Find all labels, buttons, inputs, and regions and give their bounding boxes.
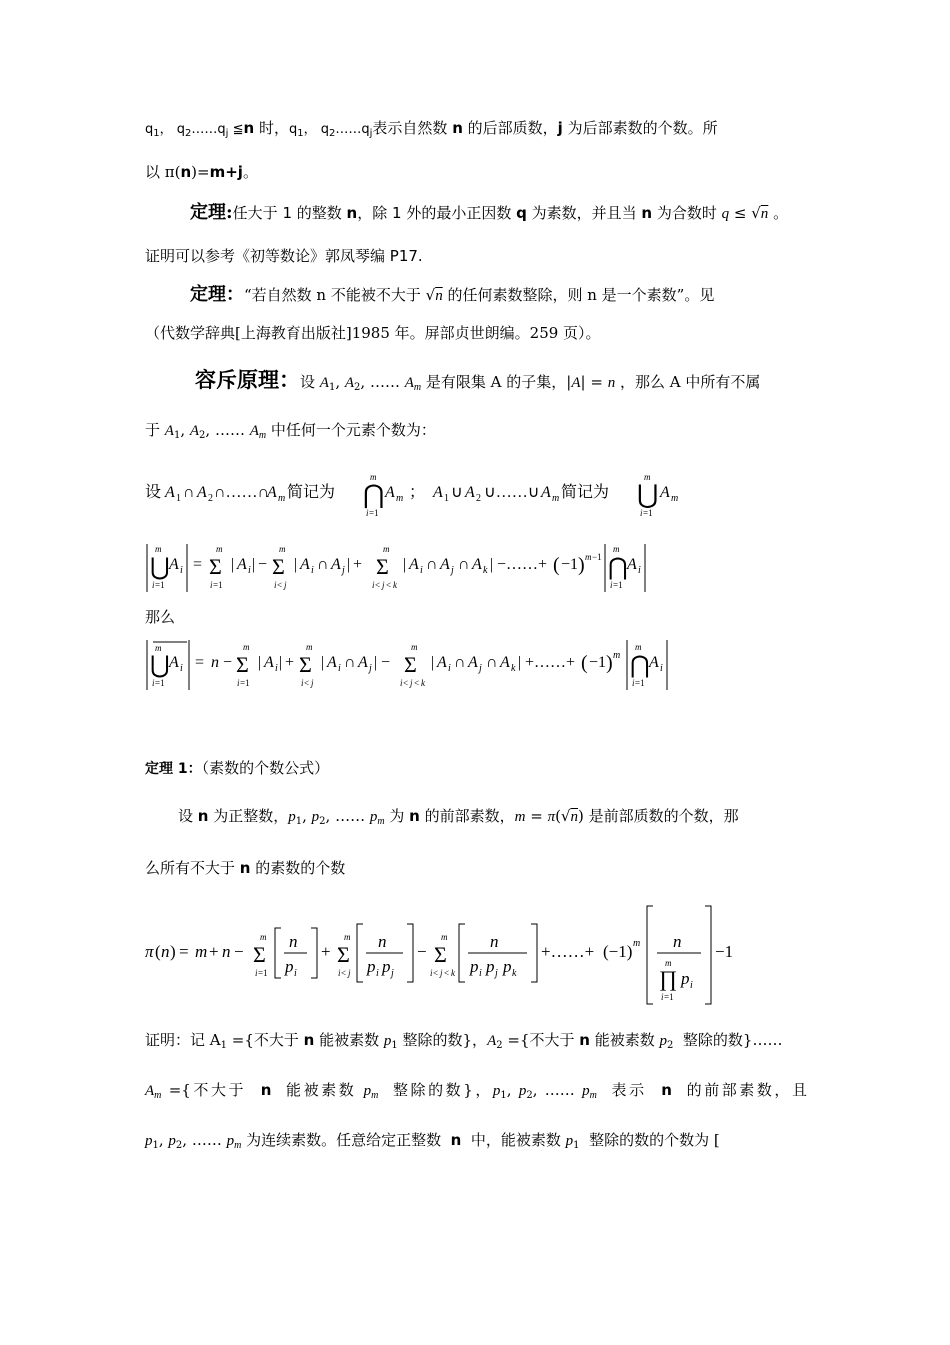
svg-text:m: m: [306, 642, 313, 652]
svg-text:m: m: [411, 642, 418, 652]
svg-text:−……+: −……+: [497, 556, 548, 573]
svg-text:⋂: ⋂: [363, 480, 385, 509]
svg-text:1: 1: [444, 493, 449, 504]
svg-text:j: j: [451, 565, 454, 576]
svg-text:m: m: [665, 958, 672, 968]
svg-text:m: m: [552, 493, 560, 504]
svg-text:<: <: [444, 968, 450, 978]
svg-text:+……+: +……+: [525, 654, 576, 671]
svg-text:m: m: [278, 493, 286, 504]
text-line-12: 么所有不大于 n 的素数的个数: [145, 859, 346, 877]
svg-text:m: m: [279, 544, 286, 554]
svg-text:i: i: [180, 663, 183, 674]
svg-text:p: p: [681, 969, 690, 988]
svg-text:m: m: [370, 472, 377, 482]
svg-text:|: |: [294, 556, 298, 573]
svg-text:i: i: [448, 663, 451, 674]
svg-text:A: A: [472, 556, 482, 573]
svg-text:A: A: [433, 484, 443, 501]
text-line-8: 于 $A_1$, $A_2$, …… $A_m$ 中任何一个元素个数为：: [145, 421, 436, 441]
svg-text:=1: =1: [613, 580, 623, 590]
text-line-15: $A_m$ ={不大于 n 能被素数 $p_m$ 整除的数}，$p_1$, $p_2$, …… $p_m$ 表示 n 的前部素数，且: [145, 1081, 807, 1101]
formula-union-size: [145, 538, 705, 598]
svg-text:i: i: [248, 565, 251, 576]
svg-text:(: (: [581, 652, 588, 674]
svg-text:⋂: ⋂: [630, 653, 650, 679]
svg-text:): ): [578, 554, 585, 576]
svg-text:p: p: [382, 957, 391, 976]
svg-text:∪……∪: ∪……∪: [484, 484, 540, 501]
svg-text:m: m: [260, 932, 267, 942]
svg-text:i: i: [301, 678, 304, 688]
svg-text:i: i: [275, 663, 278, 674]
svg-text:∩: ∩: [486, 654, 498, 671]
formula-complement-size: [145, 634, 725, 696]
svg-text:i: i: [237, 678, 240, 688]
theorem-b: 定理：“若自然数 n 不能被不大于 √n 的任何素数整除，则 n 是一个素数”。见: [190, 284, 715, 305]
svg-text:m: m: [441, 932, 448, 942]
svg-text:(−1): (−1): [603, 942, 633, 961]
svg-text:m: m: [613, 544, 620, 554]
svg-text:−: −: [381, 654, 391, 671]
svg-text:i: i: [210, 580, 213, 590]
svg-text:i: i: [274, 580, 277, 590]
svg-text:A: A: [649, 654, 659, 671]
svg-text:∩: ∩: [344, 654, 356, 671]
svg-text:i: i: [338, 968, 341, 978]
svg-text:j: j: [391, 968, 394, 979]
svg-text:p: p: [367, 957, 376, 976]
theorem-a-title: 定理:: [190, 202, 233, 223]
svg-text:2: 2: [476, 493, 481, 504]
svg-text:m: m: [613, 650, 621, 661]
svg-text:=1: =1: [155, 678, 165, 688]
svg-text:∩: ∩: [426, 556, 438, 573]
theorem-a: 定理:任大于 1 的整数 n，除 1 外的最小正因数 q 为素数，并且当 n 为合数时 q ≤ √n 。: [190, 202, 789, 223]
svg-text:<: <: [403, 678, 409, 688]
svg-text:i: i: [610, 580, 613, 590]
svg-text:i: i: [661, 992, 664, 1002]
svg-text:简记为: 简记为: [287, 484, 336, 501]
svg-text:m: m: [155, 544, 162, 554]
svg-text:m: m: [671, 493, 679, 504]
svg-text:Σ: Σ: [253, 942, 266, 967]
svg-text:A: A: [440, 556, 450, 573]
inclusion-exclusion-heading: 容斥原理：设 $A_1$, $A_2$, …… $A_m$ 是有限集 A 的子集，|A| = n ，那么 A 中所有不属: [195, 367, 761, 393]
svg-text:m: m: [344, 932, 351, 942]
svg-text:n: n: [211, 654, 219, 671]
svg-text:k: k: [511, 663, 516, 674]
formula-notation: [145, 466, 745, 522]
svg-text:∩: ∩: [317, 556, 329, 573]
svg-text:i: i: [338, 663, 341, 674]
svg-text:j: j: [440, 968, 443, 978]
svg-text:i: i: [366, 508, 369, 518]
svg-text:m: m: [383, 544, 390, 554]
svg-text:i: i: [255, 968, 258, 978]
svg-text:∏: ∏: [659, 966, 678, 991]
svg-text:Σ: Σ: [272, 554, 285, 579]
svg-text:；: ；: [409, 484, 426, 501]
svg-text:简记为: 简记为: [561, 484, 610, 501]
svg-text:−1: −1: [589, 654, 607, 671]
svg-text:<: <: [414, 678, 420, 688]
svg-text:|: |: [231, 556, 235, 573]
svg-text:i: i: [638, 565, 641, 576]
svg-text:−1: −1: [561, 556, 579, 573]
text-line-4: 证明可以参考《初等数论》郭凤琴编 P17.: [145, 247, 423, 265]
svg-text:j: j: [410, 678, 413, 688]
svg-text:⋃: ⋃: [637, 480, 659, 509]
svg-text:m: m: [195, 942, 208, 961]
svg-text:k: k: [512, 968, 517, 979]
svg-text:+: +: [285, 654, 295, 671]
svg-text:π: π: [145, 942, 154, 961]
svg-text:+: +: [321, 942, 331, 961]
svg-text:i: i: [152, 678, 155, 688]
svg-text:(: (: [155, 942, 161, 961]
svg-text:n: n: [378, 932, 387, 951]
svg-text:|: |: [431, 654, 435, 671]
svg-text:∪: ∪: [451, 484, 463, 501]
svg-text:(: (: [553, 554, 560, 576]
svg-text:Σ: Σ: [404, 652, 417, 677]
svg-text:=1: =1: [240, 678, 250, 688]
svg-text:|: |: [347, 556, 351, 573]
svg-text:=1: =1: [258, 968, 268, 978]
svg-text:|: |: [252, 556, 256, 573]
svg-text:p: p: [470, 957, 479, 976]
svg-text:n: n: [161, 942, 170, 961]
svg-text:m: m: [155, 643, 162, 653]
svg-text:|: |: [403, 556, 407, 573]
svg-text:+: +: [353, 556, 363, 573]
svg-text:2: 2: [208, 493, 213, 504]
svg-text:∩: ∩: [454, 654, 466, 671]
svg-text:A: A: [197, 484, 207, 501]
svg-text:m: m: [635, 642, 642, 652]
svg-text:Σ: Σ: [236, 652, 249, 677]
svg-text:Σ: Σ: [337, 942, 350, 967]
svg-text:−1: −1: [715, 942, 734, 961]
text-line-1: $q_1$， $q_2\dots\dots q_j$ ≦n 时，$q_1$， $q_2\dots\dots q_j$表示自然数 n 的后部质数，j 为后部素数的个数。所: [145, 119, 718, 139]
text-line-6: （代数学辞典[上海教育出版社]1985 年。屏部贞世朗编。259 页）。: [145, 324, 601, 342]
svg-text:i: i: [294, 968, 297, 979]
theorem-1-heading: 定理 1：（素数的个数公式）: [145, 759, 330, 777]
text-line-14: 证明：记 $A_1$ ={不大于 n 能被素数 $p_1$ 整除的数}，$A_2$ ={不大于 n 能被素数 $p_2$ 整除的数}……: [145, 1031, 783, 1051]
svg-text:=: =: [195, 654, 205, 671]
svg-text:A: A: [327, 654, 337, 671]
svg-text:m: m: [243, 642, 250, 652]
svg-text:i: i: [376, 968, 379, 979]
svg-text:k: k: [421, 678, 425, 688]
svg-text:A: A: [465, 484, 475, 501]
svg-text:A: A: [627, 556, 637, 573]
svg-text:A: A: [267, 484, 277, 501]
svg-text:i: i: [632, 678, 635, 688]
svg-text:⋂: ⋂: [608, 555, 628, 581]
svg-text:|: |: [258, 654, 262, 671]
svg-text:=: =: [179, 942, 189, 961]
svg-text:j: j: [348, 968, 351, 978]
svg-text:<: <: [304, 678, 310, 688]
svg-text:=1: =1: [664, 992, 674, 1002]
svg-text:): ): [170, 942, 176, 961]
text-line-11: 设 n 为正整数，$p_1$, $p_2$, …… $p_m$ 为 n 的前部素数，m = π(√n) 是前部质数的个数，那: [178, 807, 739, 827]
svg-text:|: |: [321, 654, 325, 671]
svg-text:m: m: [644, 472, 651, 482]
svg-text:∩: ∩: [458, 556, 470, 573]
svg-text:<: <: [433, 968, 439, 978]
svg-text:i: i: [372, 580, 375, 590]
svg-text:m: m: [633, 938, 641, 949]
svg-text:j: j: [342, 565, 345, 576]
svg-text:k: k: [451, 968, 455, 978]
svg-text:⋃: ⋃: [150, 555, 170, 581]
svg-text:n: n: [490, 932, 499, 951]
svg-text:A: A: [541, 484, 551, 501]
svg-text:<: <: [386, 580, 392, 590]
svg-text:j: j: [311, 678, 314, 688]
svg-text:): ): [606, 652, 613, 674]
svg-text:i: i: [152, 580, 155, 590]
svg-text:+: +: [209, 942, 219, 961]
svg-text:A: A: [300, 556, 310, 573]
svg-text:i: i: [400, 678, 403, 688]
svg-text:−: −: [223, 654, 233, 671]
svg-text:A: A: [165, 484, 175, 501]
svg-text:p: p: [486, 957, 495, 976]
svg-text:⋃: ⋃: [150, 653, 170, 679]
svg-text:i: i: [420, 565, 423, 576]
svg-text:1: 1: [176, 493, 181, 504]
svg-text:−1: −1: [592, 552, 602, 562]
svg-text:i: i: [430, 968, 433, 978]
svg-text:∩: ∩: [183, 484, 195, 501]
svg-text:A: A: [468, 654, 478, 671]
svg-text:j: j: [382, 580, 385, 590]
svg-text:=1: =1: [213, 580, 223, 590]
text-line-2: 以 π(n)=m+j。: [145, 163, 258, 181]
svg-text:A: A: [358, 654, 368, 671]
svg-text:−: −: [234, 942, 244, 961]
svg-text:i: i: [690, 980, 693, 991]
svg-text:<: <: [341, 968, 347, 978]
svg-text:p: p: [285, 957, 294, 976]
svg-text:n: n: [222, 942, 231, 961]
svg-text:<: <: [375, 580, 381, 590]
svg-text:i: i: [640, 508, 643, 518]
svg-text:k: k: [393, 580, 397, 590]
svg-text:|: |: [374, 654, 378, 671]
svg-text:设: 设: [145, 484, 162, 501]
svg-text:=1: =1: [635, 678, 645, 688]
svg-text:A: A: [264, 654, 274, 671]
svg-text:∩……∩: ∩……∩: [214, 484, 270, 501]
svg-text:j: j: [369, 663, 372, 674]
svg-text:A: A: [437, 654, 447, 671]
svg-text:=1: =1: [643, 508, 653, 518]
svg-text:=1: =1: [369, 508, 379, 518]
svg-text:A: A: [331, 556, 341, 573]
svg-text:A: A: [169, 654, 179, 671]
svg-text:A: A: [500, 654, 510, 671]
svg-text:Σ: Σ: [434, 942, 447, 967]
svg-text:Σ: Σ: [299, 652, 312, 677]
svg-text:|: |: [518, 654, 522, 671]
svg-text:p: p: [503, 957, 512, 976]
text-line-16: $p_1$, $p_2$, …… $p_m$ 为连续素数。任意给定正整数 n 中，能被素数 $p_1$ 整除的数的个数为 [: [145, 1131, 720, 1151]
formula-prime-count: [145, 900, 745, 1010]
svg-text:−: −: [417, 942, 427, 961]
svg-text:−: −: [258, 556, 268, 573]
svg-text:A: A: [660, 484, 670, 501]
svg-text:<: <: [277, 580, 283, 590]
svg-text:n: n: [289, 932, 298, 951]
svg-text:=1: =1: [155, 580, 165, 590]
svg-text:j: j: [495, 968, 498, 979]
svg-text:A: A: [237, 556, 247, 573]
svg-text:A: A: [385, 484, 395, 501]
svg-text:m: m: [585, 552, 592, 562]
svg-text:+……+: +……+: [541, 942, 595, 961]
svg-text:i: i: [180, 565, 183, 576]
svg-text:m: m: [216, 544, 223, 554]
svg-text:m: m: [396, 493, 404, 504]
svg-text:j: j: [479, 663, 482, 674]
svg-text:|: |: [279, 654, 283, 671]
svg-text:i: i: [311, 565, 314, 576]
svg-text:A: A: [169, 556, 179, 573]
text-namo: 那么: [145, 608, 176, 626]
svg-text:Σ: Σ: [376, 554, 389, 579]
svg-text:A: A: [409, 556, 419, 573]
svg-text:k: k: [483, 565, 488, 576]
svg-text:j: j: [284, 580, 287, 590]
svg-text:i: i: [479, 968, 482, 979]
svg-text:Σ: Σ: [209, 554, 222, 579]
svg-text:n: n: [673, 932, 682, 951]
svg-text:=: =: [193, 556, 203, 573]
svg-text:|: |: [490, 556, 494, 573]
svg-text:i: i: [660, 663, 663, 674]
